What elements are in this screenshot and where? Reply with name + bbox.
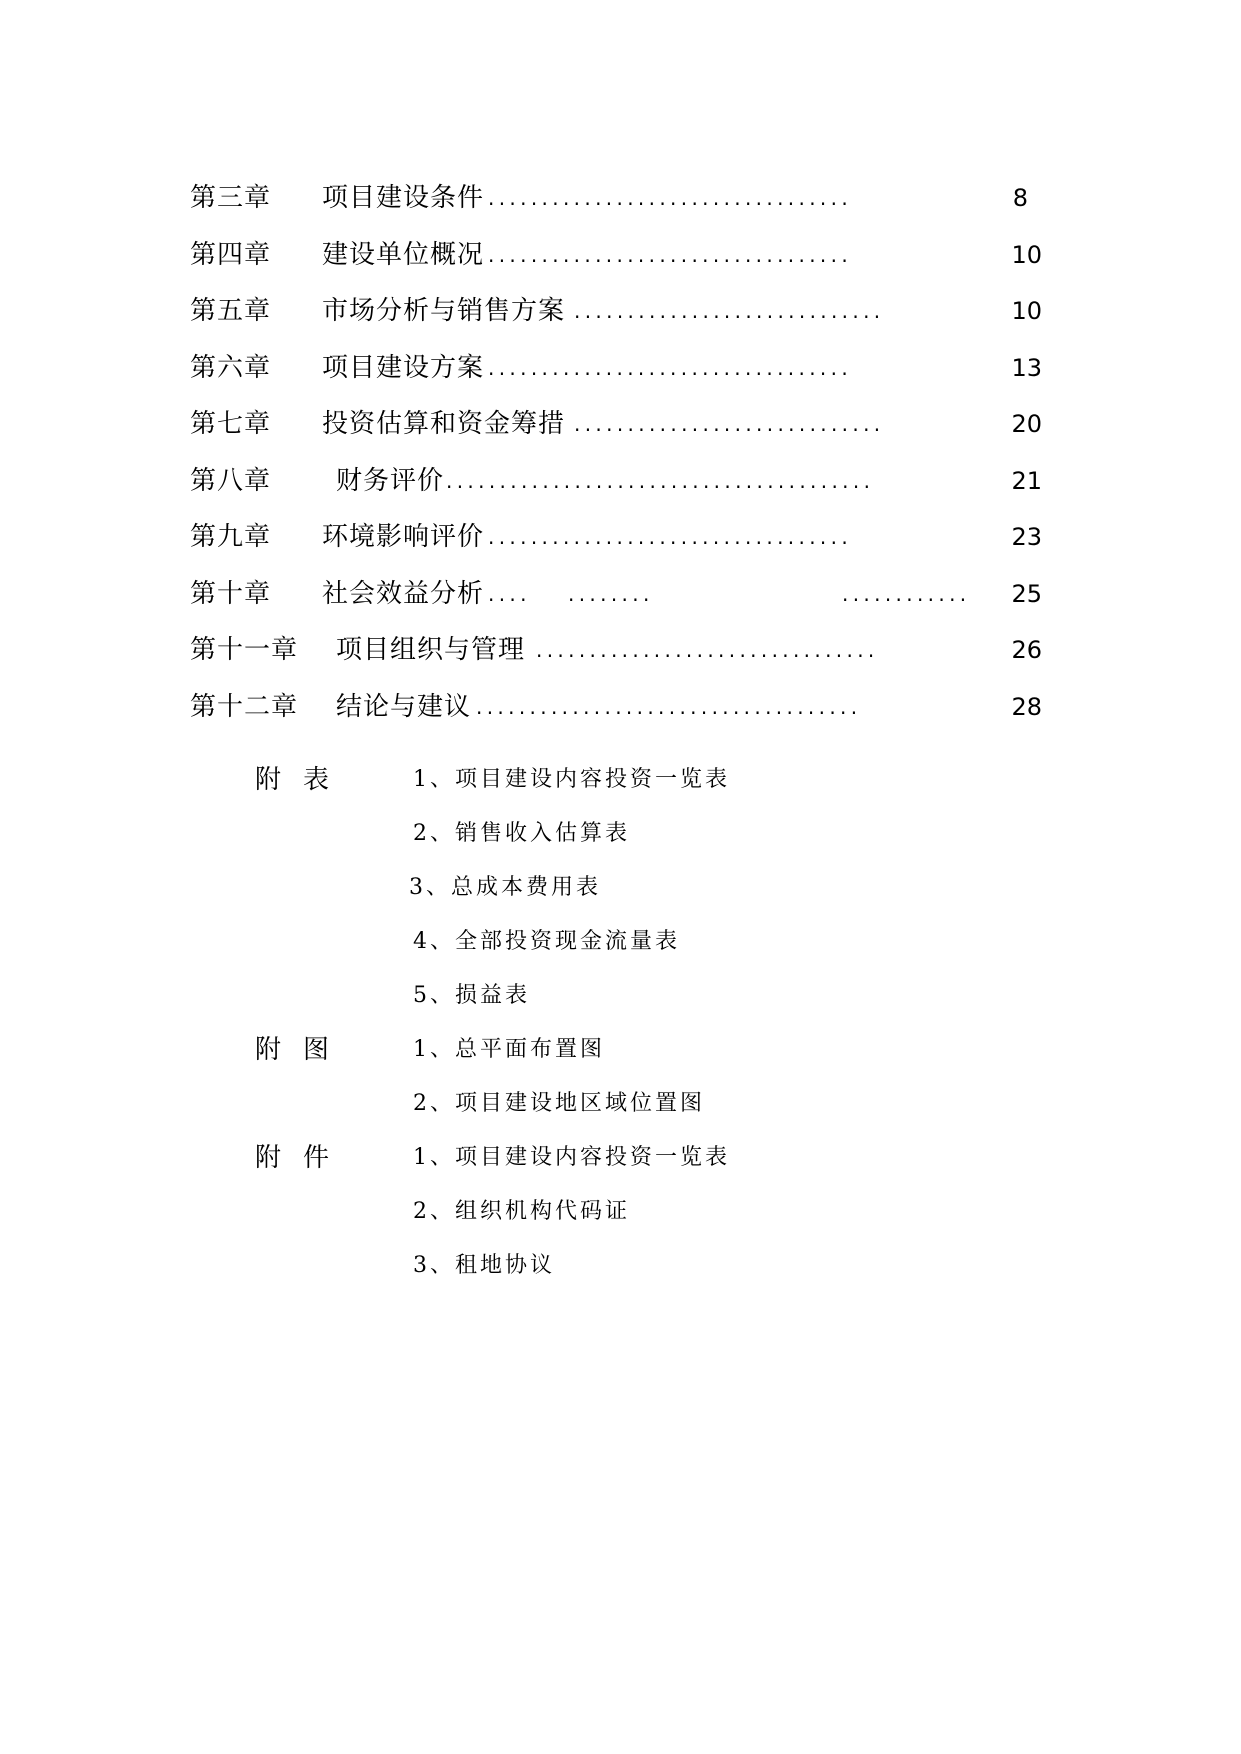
toc-page-number: 25 <box>1011 579 1042 608</box>
appendix-attachments-list <box>413 1139 730 1301</box>
toc-leader-dots: .... <box>488 581 531 606</box>
toc-entry <box>190 170 1050 227</box>
toc-chapter-label: 第四章 <box>190 239 272 270</box>
toc-leader-dots: ........................................ <box>446 468 875 493</box>
toc-chapter-label: 第九章 <box>190 522 272 552</box>
appendix-tables-list <box>409 761 730 1031</box>
list-item: 2、项目建设地区域位置图 <box>413 1091 705 1116</box>
toc-chapter-label: 第十一章 <box>190 635 299 665</box>
toc-entry <box>190 340 1050 397</box>
list-item: 2、组织机构代码证 <box>413 1199 630 1224</box>
list-item: 1、总平面布置图 <box>413 1037 605 1062</box>
list-item: 3、租地协议 <box>413 1253 555 1278</box>
toc-entry <box>190 453 1050 510</box>
toc-entry <box>190 679 1050 736</box>
toc-page-number: 28 <box>1011 692 1042 721</box>
toc-entry <box>190 396 1050 453</box>
toc-leader-dots: ........ <box>568 581 654 606</box>
table-of-contents <box>190 170 1050 735</box>
toc-title: 环境影响评价 <box>322 522 485 552</box>
list-item: 1、项目建设内容投资一览表 <box>413 767 730 792</box>
toc-leader-dots: .................................. <box>488 525 853 549</box>
list-item: 4、全部投资现金流量表 <box>413 929 680 954</box>
toc-entry <box>190 509 1050 566</box>
toc-title: 市场分析与销售方案 <box>322 296 566 326</box>
list-item: 3、总成本费用表 <box>409 875 601 900</box>
toc-title: 结论与建议 <box>336 691 472 722</box>
toc-leader-dots: .................................... <box>476 694 862 719</box>
toc-entry <box>190 622 1050 679</box>
appendix-figures-list <box>413 1031 705 1139</box>
toc-leader-dots: ............................. <box>574 299 885 323</box>
toc-chapter-label: 第五章 <box>190 296 272 326</box>
toc-leader-dots: .................................. <box>488 186 853 210</box>
toc-page-number: 10 <box>1011 240 1042 269</box>
toc-leader-dots: ............................. <box>574 412 885 436</box>
list-item: 2、销售收入估算表 <box>413 821 630 846</box>
appendix-tables-label: 附表 <box>255 765 352 795</box>
toc-page-number: 8 <box>1012 184 1028 212</box>
toc-page-number: 20 <box>1011 410 1042 438</box>
toc-chapter-label: 第三章 <box>190 183 272 213</box>
appendix-attachments-label: 附件 <box>255 1143 352 1173</box>
toc-leader-dots: ............ <box>842 581 971 606</box>
toc-page-number: 26 <box>1011 636 1042 664</box>
toc-title: 项目组织与管理 <box>336 635 526 665</box>
toc-title: 建设单位概况 <box>322 239 485 270</box>
toc-leader-dots: .................................. <box>488 355 853 380</box>
toc-title: 社会效益分析 <box>322 578 485 609</box>
toc-entry <box>190 566 1050 623</box>
toc-leader-dots: .................................. <box>488 242 853 267</box>
list-item: 5、损益表 <box>413 983 530 1008</box>
toc-page-number: 21 <box>1011 466 1042 495</box>
toc-chapter-label: 第七章 <box>190 409 272 439</box>
toc-chapter-label: 第六章 <box>190 352 272 383</box>
appendix-figures-label: 附图 <box>255 1035 352 1065</box>
toc-title: 项目建设条件 <box>322 183 485 213</box>
list-item: 1、项目建设内容投资一览表 <box>413 1145 730 1170</box>
toc-entry <box>190 227 1050 284</box>
toc-page-number: 10 <box>1011 297 1042 325</box>
toc-chapter-label: 第八章 <box>190 465 272 496</box>
toc-chapter-label: 第十二章 <box>190 691 299 722</box>
toc-title: 财务评价 <box>336 465 445 496</box>
toc-title: 投资估算和资金筹措 <box>322 409 566 439</box>
toc-leader-dots: ................................ <box>536 638 879 662</box>
toc-page-number: 23 <box>1011 523 1042 551</box>
toc-title: 项目建设方案 <box>322 352 485 383</box>
toc-page-number: 13 <box>1011 353 1042 382</box>
toc-chapter-label: 第十章 <box>190 578 272 609</box>
toc-entry <box>190 283 1050 340</box>
